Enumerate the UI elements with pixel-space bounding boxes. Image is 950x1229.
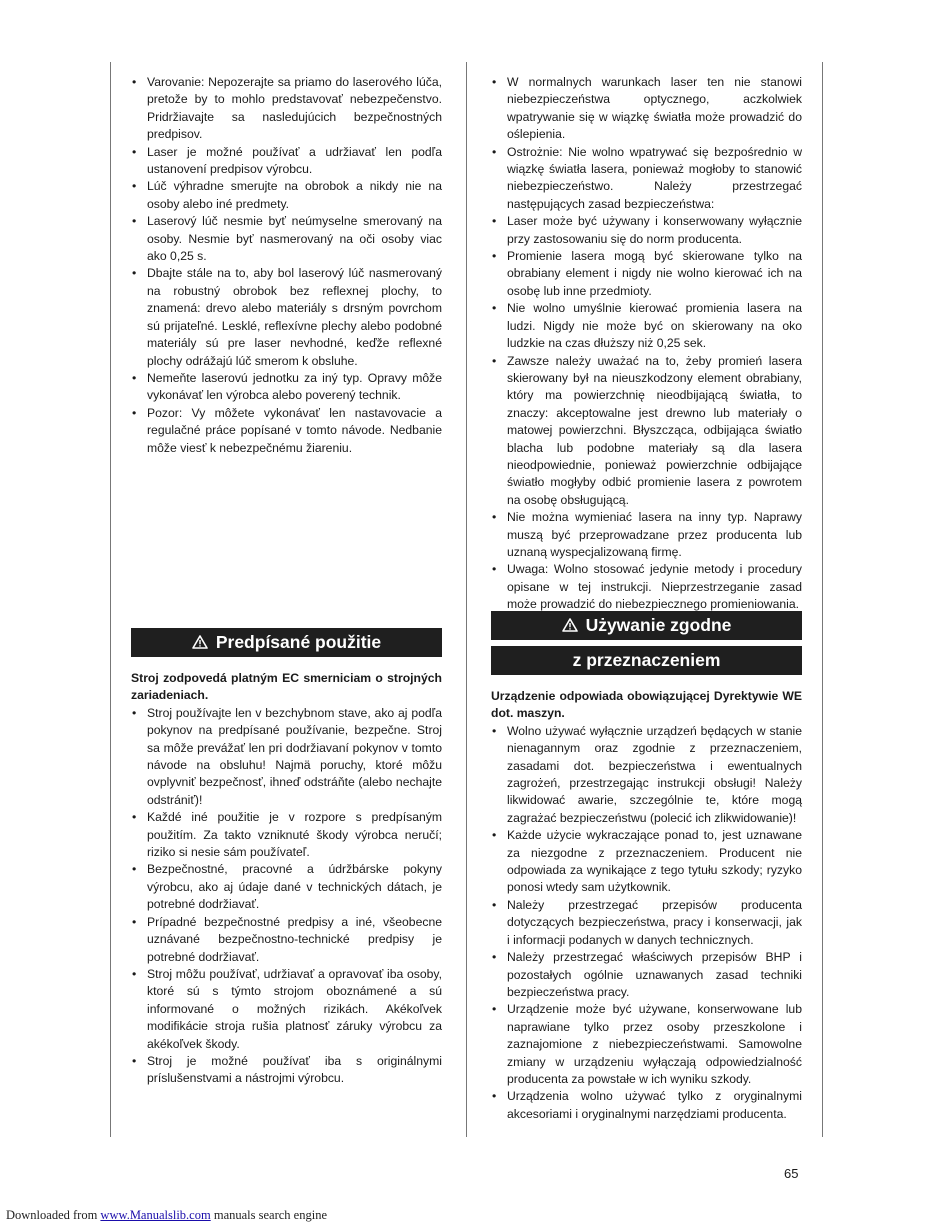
column-divider-right bbox=[822, 62, 823, 1137]
list-item: • Należy przestrzegać przepisów producenta dotyczących bezpieczeństwa, pracy i konserwacji, jak i informacji podanych w danych technicznych. bbox=[491, 897, 802, 949]
list-item: • Laserový lúč nesmie byť neúmyselne smerovaný na osoby. Nesmie byť nasmerovaný na oči osoby viac ako 0,25 s. bbox=[131, 213, 442, 265]
list-item: • Każde użycie wykraczające ponad to, jest uznawane za niezgodne z przeznaczeniem. Producent nie odpowiada za wynikające z tego tytułu szkody; ryzyko ponosi wtedy sam użytkownik. bbox=[491, 827, 802, 897]
column-divider-left bbox=[110, 62, 111, 1137]
footer-prefix: Downloaded from bbox=[6, 1208, 98, 1222]
right-top-section bbox=[491, 74, 802, 614]
section-heading-bar bbox=[131, 628, 442, 657]
list-item: • Wolno używać wyłącznie urządzeń będących w stanie nienagannym oraz zgodnie z przeznaczeniem, zasadami dot. bezpieczeństwa i ewentualnych zagrożeń, przestrzegając instrukcji obsługi! Należy likwidować awarie, szczególnie te, które mogą zagrażać bezpieczeństwu (polecić ich zlikwidowanie)! bbox=[491, 723, 802, 827]
right-section-bullet-list bbox=[491, 723, 802, 1123]
list-item: • Nemeňte laserovú jednotku za iný typ. Opravy môže vykonávať len výrobca alebo poverený technik. bbox=[131, 370, 442, 405]
right-section-uzywanie bbox=[491, 611, 802, 1123]
section-intro: Stroj zodpovedá platným EC smerniciam o strojných zariadeniach. bbox=[131, 671, 442, 703]
section-title-line-1: Używanie zgodne bbox=[585, 615, 732, 635]
list-item: • Prípadné bezpečnostné predpisy a iné, všeobecne uznávané bezpečnostno-technické predpisy je potrebné dodržiavať. bbox=[131, 914, 442, 966]
section-heading-bar-2 bbox=[491, 646, 802, 675]
list-item: • Promienie lasera mogą być skierowane tylko na obrabiany element i nigdy nie wolno kierować ich na osobę lub inne przedmioty. bbox=[491, 248, 802, 300]
list-item: • Uwaga: Wolno stosować jedynie metody i procedury opisane w tej instrukcji. Nieprzestrzeganie zasad może prowadzić do niebezpiecznego promieniowania. bbox=[491, 561, 802, 613]
list-item: • Urządzenia wolno używać tylko z oryginalnymi akcesoriami i oryginalnymi narzędziami producenta. bbox=[491, 1088, 802, 1123]
download-footer bbox=[6, 1208, 327, 1223]
section-title-line-2: z przeznaczeniem bbox=[572, 650, 721, 670]
page-number: 65 bbox=[784, 1166, 799, 1181]
list-item: • Dbajte stále na to, aby bol laserový lúč nasmerovaný na robustný obrobok bez reflexnej plochy, to znamená: drevo alebo materiály s drsným povrchom sú prijateľné. Lesklé, reflexívne plechy alebo podobné materiály sú pre laser nevhodné, keďže reflexné plochy odrážajú lúč smerom k obsluhe. bbox=[131, 265, 442, 369]
list-item: • Laser je možné používať a udržiavať len podľa ustanovení predpisov výrobcu. bbox=[131, 144, 442, 179]
section-title: Predpísané použitie bbox=[215, 632, 382, 652]
list-item: • Urządzenie może być używane, konserwowane lub naprawiane tylko przez osoby przeszkolone i zaznajomione z niebezpieczeństwami. Samowolne zmiany w urządzeniu wyłączają odpowiedzialność producenta za powstałe w ich wyniku szkody. bbox=[491, 1001, 802, 1088]
warning-triangle-icon bbox=[562, 611, 578, 640]
list-item: • Ostrożnie: Nie wolno wpatrywać się bezpośrednio w wiązkę światła lasera, ponieważ mogłoby to stanowić niebezpieczeństwo. Należy przestrzegać następujących zasad bezpieczeństwa: bbox=[491, 144, 802, 214]
list-item: • Bezpečnostné, pracovné a údržbárske pokyny výrobcu, ako aj údaje dané v technických dátach, je potrebné dodržiavať. bbox=[131, 861, 442, 913]
section-heading-bar bbox=[491, 611, 802, 640]
list-item: • W normalnych warunkach laser ten nie stanowi niebezpieczeństwa optycznego, aczkolwiek wpatrywanie się w wiązkę światła może prowadzić do oślepienia. bbox=[491, 74, 802, 144]
left-top-bullet-list bbox=[131, 74, 442, 457]
left-section-bullet-list bbox=[131, 705, 442, 1088]
footer-suffix: manuals search engine bbox=[213, 1208, 327, 1222]
right-top-bullet-list bbox=[491, 74, 802, 614]
list-item: • Zawsze należy uważać na to, żeby promień lasera skierowany był na nieuszkodzony element obrabiany, który ma powierzchnię nieodbijającą światła, to znaczy: akceptowalne jest drewno lub materiały o matowej powierzchni. Błyszcząca, odbijająca światło blacha lub podobne materiały są dla lasera nieodpowiednie, ponieważ powierzchnie odbijające światło mogłyby odbić promienie lasera z powrotem na osobę obsługującą. bbox=[491, 353, 802, 510]
section-intro: Urządzenie odpowiada obowiązującej Dyrektywie WE dot. maszyn. bbox=[491, 689, 802, 721]
list-item: • Stroj môžu používať, udržiavať a opravovať iba osoby, ktoré sú s týmto strojom oboznámené a sú informované o možných rizikách. Akékoľvek modifikácie stroja rušia platnosť záruky výrobcu za akékoľvek škody. bbox=[131, 966, 442, 1053]
list-item: • Nie wolno umyślnie kierować promienia lasera na ludzi. Nigdy nie może być on skierowany na oko ludzkie na czas dłuższy niż 0,25 sek. bbox=[491, 300, 802, 352]
list-item: • Každé iné použitie je v rozpore s predpísaným použitím. Za takto vzniknuté škody výrobca neručí; riziko si nesie sám používateľ. bbox=[131, 809, 442, 861]
manualslib-link[interactable]: www.Manualslib.com bbox=[100, 1208, 211, 1222]
list-item: • Stroj používajte len v bezchybnom stave, ako aj podľa pokynov na predpísané používanie, bezpečne. Stroj sa môže prevážať len pri dodržiavaní pokynov v tomto návode na obsluhu! Najmä poruchy, ktoré môžu ovplyvniť bezpečnosť, ihneď odstráňte (alebo nechajte odstrániť)! bbox=[131, 705, 442, 809]
left-section-predpisane bbox=[131, 628, 442, 1088]
list-item: • Stroj je možné používať iba s originálnymi príslušenstvami a nástrojmi výrobcu. bbox=[131, 1053, 442, 1088]
list-item: • Lúč výhradne smerujte na obrobok a nikdy nie na osoby alebo iné predmety. bbox=[131, 178, 442, 213]
warning-triangle-icon bbox=[192, 628, 208, 657]
list-item: • Laser może być używany i konserwowany wyłącznie przy zastosowaniu się do norm producenta. bbox=[491, 213, 802, 248]
list-item: • Należy przestrzegać właściwych przepisów BHP i pozostałych ogólnie uznawanych zasad techniki bezpieczeństwa pracy. bbox=[491, 949, 802, 1001]
left-top-section bbox=[131, 74, 442, 457]
list-item: • Pozor: Vy môžete vykonávať len nastavovacie a regulačné práce popísané v tomto návode. Nedbanie môže viesť k nebezpečnému žiareniu. bbox=[131, 405, 442, 457]
list-item: • Varovanie: Nepozerajte sa priamo do laserového lúča, pretože by to mohlo predstavovať nebezpečenstvo. Pridržiavajte sa nasledujúcich bezpečnostných predpisov. bbox=[131, 74, 442, 144]
column-divider-middle bbox=[466, 62, 467, 1137]
list-item: • Nie można wymieniać lasera na inny typ. Naprawy muszą być przeprowadzane przez producenta lub uznaną wyspecjalizowaną firmę. bbox=[491, 509, 802, 561]
